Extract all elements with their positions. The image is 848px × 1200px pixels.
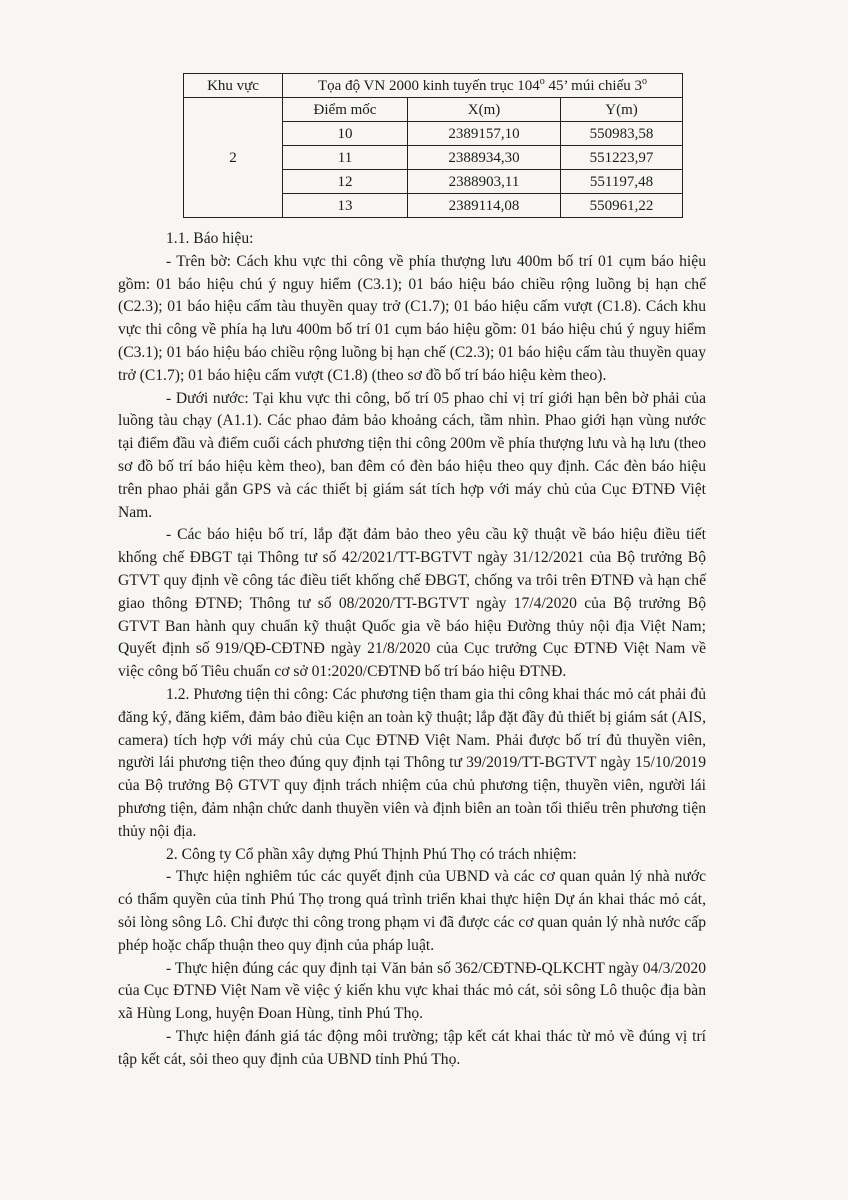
paragraph-equipment: 1.2. Phương tiện thi công: Các phương tiện tham gia thi công khai thác mỏ cát phải đủ đăng ký, đăng kiểm, đảm bảo điều kiện an toàn kỹ thuật; lắp đặt đầy đủ thiết bị giám sát (AIS, camera) tích hợp với máy chủ của Cục ĐTNĐ Việt Nam. Phải được bố trí đủ thuyền viên, người lái phương tiện theo đúng quy định tại Thông tư 39/2019/TT-BGTVT ngày 15/10/2019 của Bộ trưởng Bộ GTVT quy định trách nhiệm của chủ phương tiện, thuyền viên, người lái phương tiện, đảm nhận chức danh thuyền viên và định biên an toàn tối thiểu trên phương tiện thủy nội địa. (118, 685, 706, 840)
x-cell: 2389157,10 (408, 122, 561, 146)
x-cell: 2389114,08 (408, 194, 561, 218)
x-cell: 2388903,11 (408, 170, 561, 194)
y-cell: 550983,58 (561, 122, 683, 146)
y-cell: 551197,48 (561, 170, 683, 194)
heading-signals: 1.1. Báo hiệu: (166, 230, 254, 247)
header-coord-suffix: 45’ múi chiếu 3 (544, 77, 642, 94)
y-cell: 550961,22 (561, 194, 683, 218)
area-cell: 2 (184, 98, 283, 218)
header-coordinates (283, 74, 683, 98)
paragraph-signal-standards: - Các báo hiệu bố trí, lắp đặt đảm bảo theo yêu cầu kỹ thuật về báo hiệu điều tiết khống chế ĐBGT tại Thông tư số 42/2021/TT-BGTVT ngày 31/12/2021 của Bộ trưởng Bộ GTVT quy định về công tác điều tiết khống chế ĐBGT, chống va trôi trên ĐTNĐ và hạn chế giao thông ĐTNĐ; Thông tư số 08/2020/TT-BGTVT ngày 17/4/2020 của Bộ trưởng Bộ GTVT Ban hành quy chuẩn kỹ thuật Quốc gia về báo hiệu Đường thủy nội địa Việt Nam; Quyết định số 919/QĐ-CĐTNĐ ngày 21/8/2020 của Cục trưởng Cục ĐTNĐ Việt Nam về việc công bố Tiêu chuẩn cơ sở 01:2020/CĐTNĐ bố trí báo hiệu ĐTNĐ. (118, 526, 706, 681)
header-area: Khu vực (184, 74, 283, 98)
subheader-y: Y(m) (561, 98, 683, 122)
x-cell: 2388934,30 (408, 146, 561, 170)
paragraph-shore-signals: - Trên bờ: Cách khu vực thi công về phía thượng lưu 400m bố trí 01 cụm báo hiệu gồm: 01 báo hiệu chú ý nguy hiểm (C3.1); 01 báo hiệu báo chiều rộng luồng bị hạn chế (C2.3); 01 báo hiệu cấm tàu thuyền quay trở (C1.7); 01 báo hiệu cấm vượt (C1.8). Cách khu vực thi công về phía hạ lưu 400m bố trí 01 cụm báo hiệu gồm: 01 báo hiệu chú ý nguy hiểm (C3.1); 01 báo hiệu báo chiều rộng luồng bị hạn chế (C2.3); 01 báo hiệu cấm tàu thuyền quay trở (C1.7); 01 báo hiệu cấm vượt (C1.8) (theo sơ đồ bố trí báo hiệu kèm theo). (118, 252, 706, 384)
degree-mark: o (539, 75, 545, 87)
heading-company-duties: 2. Công ty Cổ phần xây dựng Phú Thịnh Phú Thọ có trách nhiệm: (166, 845, 577, 863)
point-cell: 11 (283, 146, 408, 170)
paragraph-water-signals: - Dưới nước: Tại khu vực thi công, bố trí 05 phao chỉ vị trí giới hạn bên bờ phải của luồng tàu chạy (A1.1). Các phao đảm bảo khoảng cách, tầm nhìn. Phao giới hạn vùng nước tại điểm đầu và điểm cuối cách phương tiện thi công 200m về phía thượng lưu và hạ lưu (theo sơ đồ bố trí báo hiệu kèm theo), ban đêm có đèn báo hiệu theo quy định. Các đèn báo hiệu trên phao phải gắn GPS và các thiết bị giám sát tích hợp với máy chủ của Cục ĐTNĐ Việt Nam. (118, 389, 706, 521)
y-cell: 551223,97 (561, 146, 683, 170)
header-coord-prefix: Tọa độ VN 2000 kinh tuyến trục 104 (318, 77, 540, 94)
paragraph-duty-3: - Thực hiện đánh giá tác động môi trường; tập kết cát khai thác từ mỏ về đúng vị trí tập kết cát, sỏi theo quy định của UBND tỉnh Phú Thọ. (118, 1027, 706, 1068)
point-cell: 10 (283, 122, 408, 146)
table-header-row (184, 74, 683, 98)
point-cell: 13 (283, 194, 408, 218)
subheader-point: Điểm mốc (283, 98, 408, 122)
point-cell: 12 (283, 170, 408, 194)
paragraph-duty-1: - Thực hiện nghiêm túc các quyết định của UBND và các cơ quan quản lý nhà nước có thẩm quyền của tỉnh Phú Thọ trong quá trình triển khai thực hiện Dự án khai thác mỏ cát, sỏi lòng sông Lô. Chỉ được thi công trong phạm vi đã được các cơ quan quản lý nhà nước cấp phép hoặc chấp thuận theo quy định của pháp luật. (118, 868, 706, 954)
table-subheader-row (184, 98, 683, 122)
subheader-x: X(m) (408, 98, 561, 122)
degree-mark-2: o (641, 75, 647, 87)
coordinate-table (183, 73, 683, 218)
body-text (118, 228, 706, 1071)
paragraph-duty-2: - Thực hiện đúng các quy định tại Văn bản số 362/CĐTNĐ-QLKCHT ngày 04/3/2020 của Cục ĐTNĐ Việt Nam về việc ý kiến khu vực khai thác mỏ cát, sỏi sông Lô thuộc địa bàn xã Hùng Long, huyện Đoan Hùng, tỉnh Phú Thọ. (118, 959, 706, 1023)
